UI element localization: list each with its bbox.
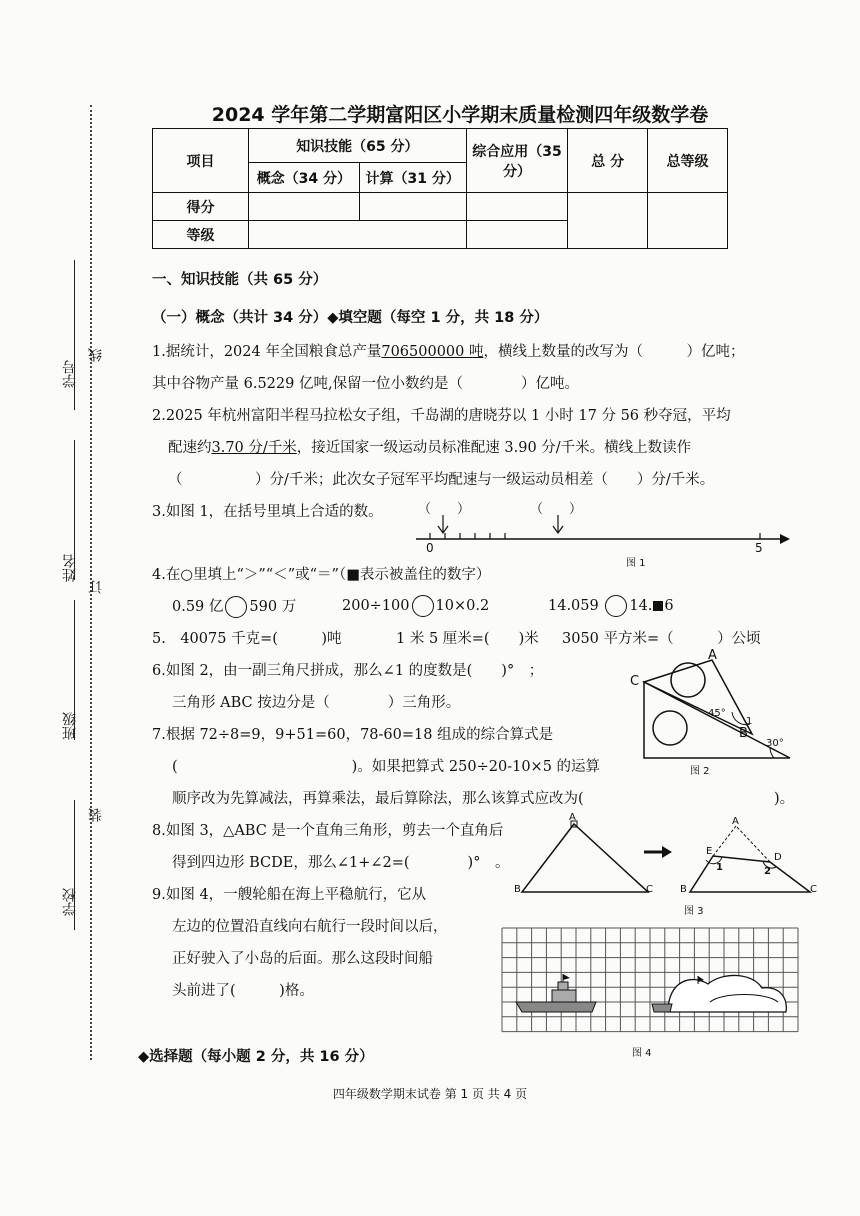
- fig2-label-b: B: [739, 726, 748, 741]
- part-1-header: （一）概念（共计 34 分）◆填空题（每空 1 分，共 18 分）: [152, 310, 549, 326]
- fig2-angle-30: 30°: [766, 738, 784, 749]
- margin-class-label: 班级: [62, 712, 78, 740]
- score-table-level-row-label: 等级: [153, 221, 249, 249]
- score-cell-grade: [648, 193, 728, 249]
- choice-section-header: ◆选择题（每小题 2 分，共 16 分）: [138, 1049, 374, 1065]
- exam-title: 2024 学年第二学期富阳区小学期末质量检测四年级数学卷: [211, 104, 709, 126]
- margin-student-id-line: [74, 260, 75, 410]
- question-6-line-2: 三角形 ABC 按边分是（ ）三角形。: [172, 695, 461, 711]
- question-2-line-3: （ ）分/千米；此次女子冠军平均配速与一级运动员相差（ ）分/千米。: [168, 472, 715, 488]
- number-line-tick-5: 5: [755, 541, 763, 555]
- score-table-knowledge-header: 知识技能（65 分）: [249, 129, 467, 163]
- question-8-line-2: 得到四边形 BCDE，那么∠1+∠2=( )° 。: [172, 855, 510, 871]
- fig3-label-c-right: C: [810, 884, 817, 895]
- question-8-line-1: 8.如图 3，△ABC 是一个直角三角形，剪去一个直角后: [152, 823, 504, 839]
- q5-part-c: 3050 平方米=（ ）公顷: [562, 631, 761, 647]
- margin-bind-word-3: 线: [88, 348, 104, 362]
- fig3-label-a-right: A: [732, 816, 739, 827]
- fig3-angle-1: 1: [716, 862, 723, 873]
- margin-name-line: [74, 440, 75, 580]
- fig2-angle-1: 1: [746, 716, 753, 727]
- compare-circle-c: [605, 595, 627, 617]
- margin-school-line: [74, 800, 75, 930]
- fig3-label-a-left: A: [569, 812, 576, 823]
- underlined-quantity: 706500000 吨: [381, 344, 484, 360]
- question-9-line-2: 左边的位置沿直线向右航行一段时间以后，: [172, 919, 448, 935]
- fig3-label-c-left: C: [646, 884, 653, 895]
- figure-3-caption: 图 3: [684, 906, 704, 917]
- score-table-item-header: 项目: [153, 129, 249, 193]
- score-cell-calc: [359, 193, 466, 221]
- margin-class-line: [74, 600, 75, 740]
- question-2-line-2: 配速约3.70 分/千米，接近国家一级运动员标准配速 3.90 分/千米。横线上数读作: [168, 440, 692, 456]
- fig3-label-e: E: [706, 846, 713, 857]
- score-table: [152, 128, 728, 249]
- fig3-label-d: D: [774, 852, 782, 863]
- margin-student-id-label: 学号: [62, 360, 78, 388]
- figure-2-caption: 图 2: [690, 766, 710, 777]
- question-9-line-3: 正好驶入了小岛的后面。那么这段时间船: [172, 951, 433, 967]
- section-1-header: 一、知识技能（共 65 分）: [152, 272, 328, 288]
- score-cell-total: [568, 193, 648, 249]
- figure-4-ship-grid: [496, 922, 806, 1038]
- score-cell-applied: [466, 193, 568, 221]
- number-line-figure: [410, 515, 800, 565]
- q4-compare-c: 14.059 14. 6: [548, 595, 674, 617]
- figure-1-caption: 图 1: [626, 558, 646, 569]
- question-9-line-1: 9.如图 4，一艘轮船在海上平稳航行，它从: [152, 887, 427, 903]
- question-6-line-1: 6.如图 2，由一副三角尺拼成，那么∠1 的度数是( )° ；: [152, 663, 544, 679]
- question-7-line-3: 顺序改为先算减法，再算乘法，最后算除法，那么该算式应改为(: [172, 791, 584, 807]
- fig2-label-c: C: [630, 674, 640, 689]
- fig2-angle-45: 45°: [708, 708, 726, 719]
- margin-bind-word-1: 装: [88, 808, 104, 822]
- question-1-line-1: 1.据统计，2024 年全国粮食总产量706500000 吨，横线上数量的改写为（ ）亿吨；: [152, 344, 745, 360]
- fig3-label-b-right: B: [680, 884, 687, 895]
- number-line-tick-0: 0: [426, 541, 434, 555]
- fig3-label-b-left: B: [514, 884, 521, 895]
- question-2-line-1: 2.2025 年杭州富阳半程马拉松女子组，千岛湖的唐晓芬以 1 小时 17 分 56 秒夺冠，平均: [152, 408, 731, 424]
- fig3-angle-2: 2: [764, 866, 771, 877]
- compare-circle-a: [225, 596, 247, 618]
- margin-school-label: 学校: [62, 888, 78, 916]
- q5-part-a: 5. 40075 千克=( )吨: [152, 631, 342, 647]
- score-table-concept-header: 概念（34 分）: [249, 163, 360, 193]
- page-footer: 四年级数学期末试卷 第 1 页 共 4 页: [332, 1087, 528, 1101]
- question-7-line-3-end: )。: [774, 791, 795, 807]
- question-9-line-4: 头前进了( )格。: [172, 983, 314, 999]
- level-cell-applied: [466, 221, 568, 249]
- q3-answer-bracket-1: （ ）: [418, 502, 471, 517]
- question-4-text: 4.在○里填上“＞”“＜”或“＝”（■表示被盖住的数字）: [152, 567, 491, 583]
- score-table-grade-header: 总等级: [648, 129, 728, 193]
- underlined-pace: 3.70 分/千米: [211, 440, 297, 456]
- figure-4-caption: 图 4: [632, 1048, 652, 1059]
- score-cell-concept: [249, 193, 360, 221]
- score-table-score-row-label: 得分: [153, 193, 249, 221]
- score-table-calc-header: 计算（31 分）: [359, 163, 466, 193]
- question-3-text: 3.如图 1，在括号里填上合适的数。: [152, 504, 383, 520]
- q3-answer-bracket-2: （ ）: [530, 502, 583, 517]
- q4-compare-a: 0.59 亿 590 万: [172, 595, 296, 618]
- covered-digit-square: [653, 601, 663, 611]
- question-1-line-2: 其中谷物产量 6.5229 亿吨,保留一位小数约是（ ）亿吨。: [152, 376, 580, 392]
- fig2-label-a: A: [708, 648, 717, 663]
- margin-name-label: 姓名: [62, 554, 78, 582]
- question-7-line-1: 7.根据 72÷8=9，9+51=60，78-60=18 组成的综合算式是: [152, 727, 554, 743]
- q5-part-b: 1 米 5 厘米=( )米: [396, 631, 539, 647]
- margin-bind-word-2: 订: [88, 580, 104, 594]
- score-table-applied-header: 综合应用（35 分）: [466, 129, 568, 193]
- level-cell-knowledge: [249, 221, 467, 249]
- question-7-line-2: ( )。如果把算式 250÷20-10×5 的运算: [172, 759, 601, 775]
- compare-circle-b: [412, 595, 434, 617]
- q4-compare-b: 200÷100 10×0.2: [342, 595, 489, 617]
- ship-left: [516, 974, 596, 1012]
- score-table-total-header: 总 分: [568, 129, 648, 193]
